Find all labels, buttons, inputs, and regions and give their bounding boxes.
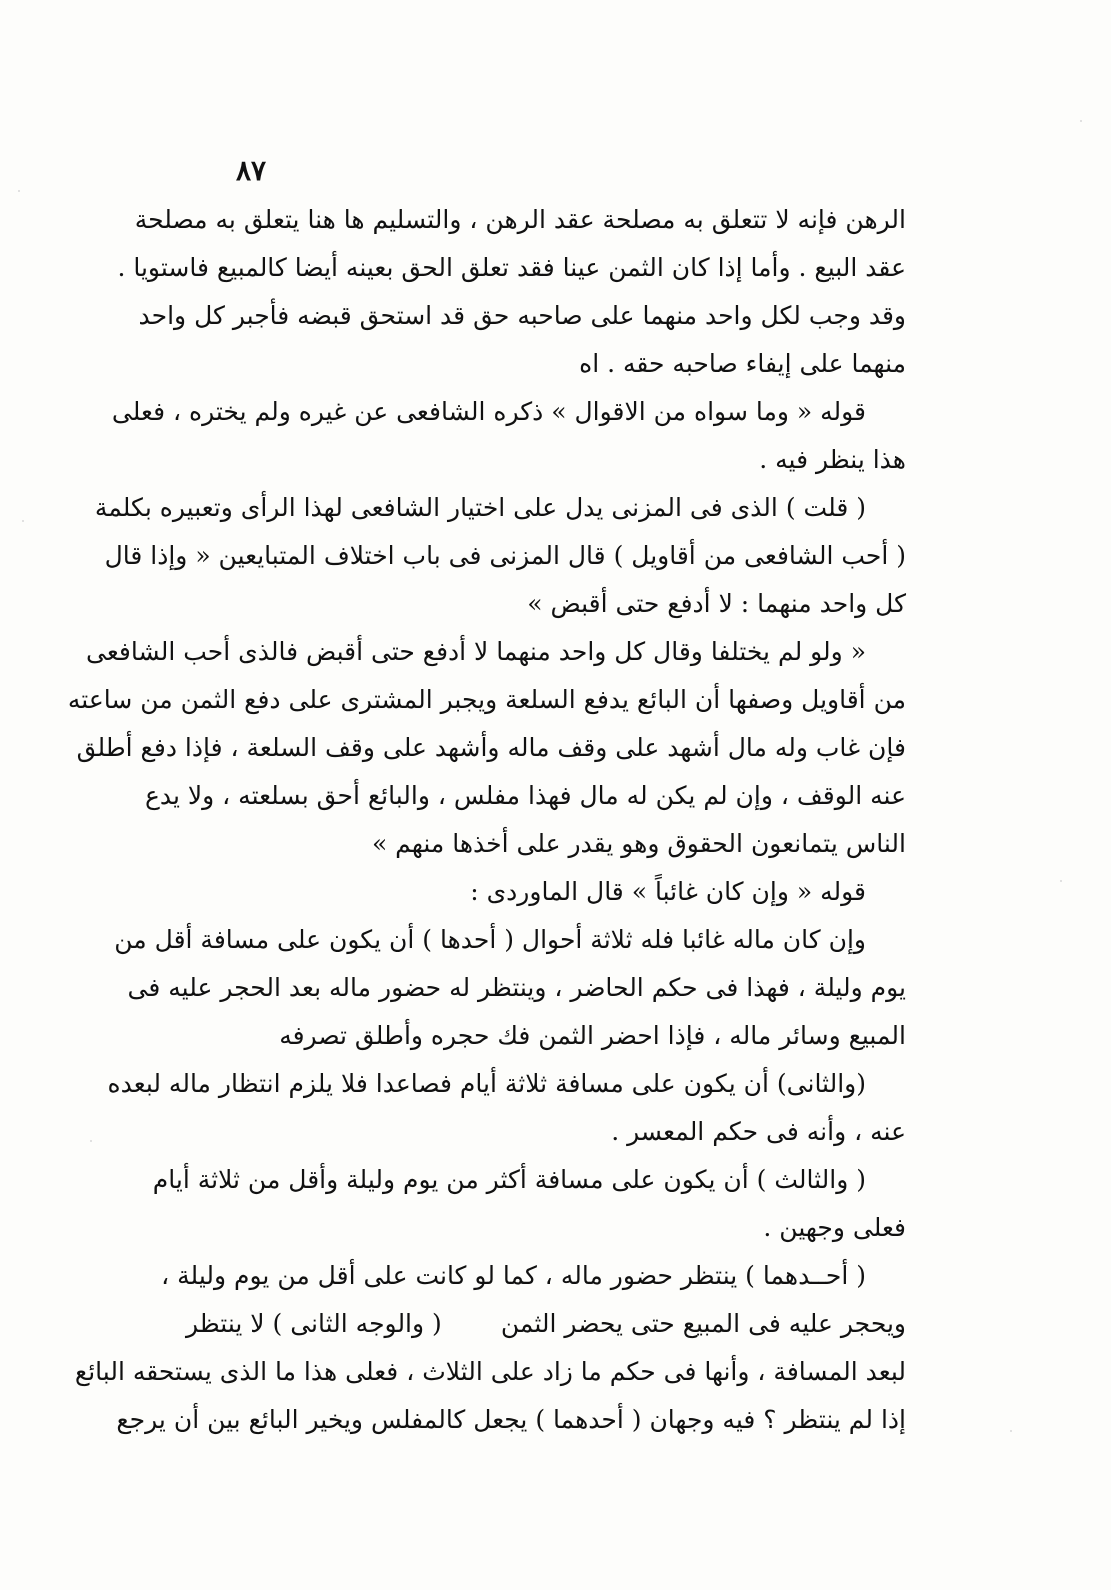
scan-speck xyxy=(1010,1430,1012,1432)
text-line: لبعد المسافة ، وأنها فى حكم ما زاد على الثلاث ، فعلى هذا ما الذى يستحقه البائع xyxy=(74,1357,906,1386)
text-line: عقد البيع . وأما إذا كان الثمن عينا فقد تعلق الحق بعينه أيضا كالمبيع فاستويا . xyxy=(117,253,906,282)
text-line-part: ويحجر عليه فى المبيع حتى يحضر الثمن xyxy=(500,1309,906,1338)
text-line: إذا لم ينتظر ؟ فيه وجهان ( أحدهما ) يجعل كالمفلس ويخير البائع بين أن يرجع xyxy=(116,1405,906,1434)
scan-speck xyxy=(1080,120,1082,122)
scan-speck xyxy=(18,190,20,192)
page-number: ٨٧ xyxy=(236,154,267,187)
scan-speck xyxy=(22,520,24,522)
scan-speck xyxy=(90,1140,92,1142)
text-line: قوله « وما سواه من الاقوال » ذكره الشافعى عن غيره ولم يختره ، فعلى xyxy=(111,397,866,426)
text-line: ( والثالث ) أن يكون على مسافة أكثر من يوم وليلة وأقل من ثلاثة أيام xyxy=(152,1165,866,1194)
text-line: يوم وليلة ، فهذا فى حكم الحاضر ، وينتظر له حضور ماله بعد الحجر عليه فى xyxy=(127,973,906,1002)
text-line: (والثانى) أن يكون على مسافة ثلاثة أيام فصاعدا فلا يلزم انتظار ماله لبعده xyxy=(107,1069,866,1098)
text-line xyxy=(186,1300,906,1348)
page-body-text xyxy=(67,196,906,1444)
text-line: الناس يتمانعون الحقوق وهو يقدر على أخذها منهم » xyxy=(371,829,906,858)
text-line: منهما على إيفاء صاحبه حقه . اه xyxy=(579,349,906,378)
text-line-part: ( والوجه الثانى ) لا ينتظر xyxy=(186,1309,442,1338)
text-line: من أقاويل وصفها أن البائع يدفع السلعة ويجبر المشترى على دفع الثمن من ساعته xyxy=(67,685,906,714)
text-line: المبيع وسائر ماله ، فإذا احضر الثمن فك حجره وأطلق تصرفه xyxy=(279,1021,906,1050)
text-line: فإن غاب وله مال أشهد على وقف ماله وأشهد على وقف السلعة ، فإذا دفع أطلق xyxy=(76,733,906,762)
text-line: هذا ينظر فيه . xyxy=(759,445,906,474)
text-line: وإن كان ماله غائبا فله ثلاثة أحوال ( أحدها ) أن يكون على مسافة أقل من xyxy=(114,925,866,954)
text-line: فعلى وجهين . xyxy=(763,1213,906,1242)
text-line: عنه ، وأنه فى حكم المعسر . xyxy=(611,1117,906,1146)
text-line: وقد وجب لكل واحد منهما على صاحبه حق قد استحق قبضه فأجبر كل واحد xyxy=(138,301,906,330)
text-line: ( أحــدهما ) ينتظر حضور ماله ، كما لو كانت على أقل من يوم وليلة ، xyxy=(161,1261,866,1290)
text-line: الرهن فإنه لا تتعلق به مصلحة عقد الرهن ، والتسليم ها هنا يتعلق به مصلحة xyxy=(134,205,906,234)
scan-speck xyxy=(1060,880,1062,882)
text-line: « ولو لم يختلفا وقال كل واحد منهما لا أدفع حتى أقبض فالذى أحب الشافعى xyxy=(85,637,866,666)
text-line: ( أحب الشافعى من أقاويل ) قال المزنى فى باب اختلاف المتبايعين « وإذا قال xyxy=(104,541,906,570)
text-line: قوله « وإن كان غائباً » قال الماوردى : xyxy=(470,877,866,906)
text-line: كل واحد منهما : لا أدفع حتى أقبض » xyxy=(527,589,906,618)
text-line: ( قلت ) الذى فى المزنى يدل على اختيار الشافعى لهذا الرأى وتعبيره بكلمة xyxy=(94,493,866,522)
text-line: عنه الوقف ، وإن لم يكن له مال فهذا مفلس ، والبائع أحق بسلعته ، ولا يدع xyxy=(144,781,906,810)
